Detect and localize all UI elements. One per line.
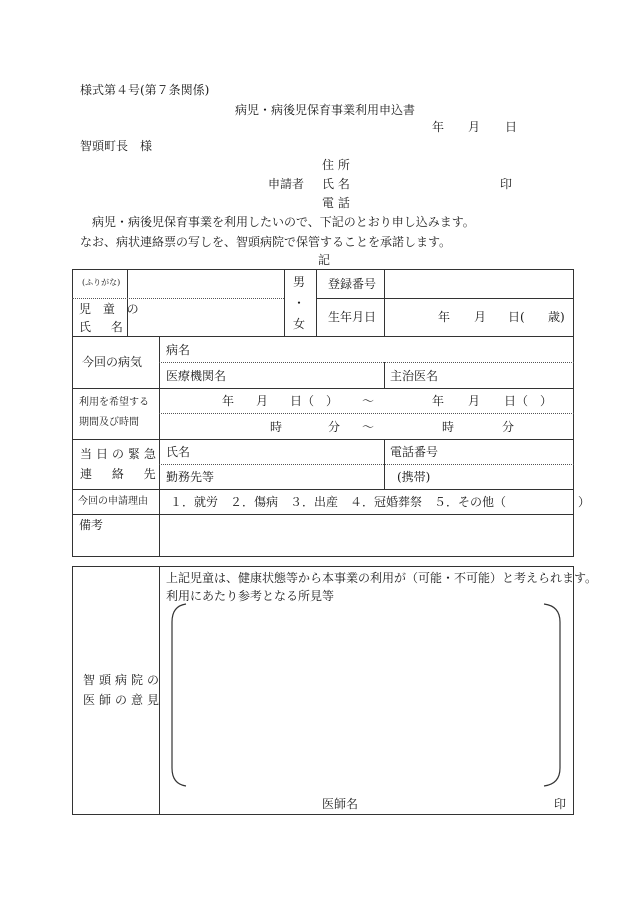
phone-label: 電 話 — [322, 196, 350, 210]
birth-year: 年 — [438, 310, 451, 324]
illness-label: 今回の病気 — [82, 355, 143, 369]
birth-day: 日( — [508, 310, 525, 324]
time-start-minute: 分 — [328, 420, 341, 434]
addressee: 智頭町長 様 — [80, 139, 153, 153]
remarks-label: 備考 — [79, 518, 104, 532]
body-line-2: なお、病状連絡票の写しを、智頭病院で保管することを承諾します。 — [80, 235, 452, 249]
emergency-mobile-label: (携帯) — [397, 470, 431, 484]
birth-date-label: 生年月日 — [328, 310, 377, 324]
doctor-section-label-2: 医師の意見 — [83, 693, 164, 707]
doctor-reference-label: 利用にあたり参考となる所見等 — [166, 589, 335, 603]
time-end-hour: 時 — [442, 420, 455, 434]
birth-age: 歳) — [548, 310, 565, 324]
emergency-phone-label: 電話番号 — [390, 445, 439, 459]
period-label-2: 期間及び時間 — [79, 417, 139, 428]
name-label: 氏 名 — [322, 177, 350, 191]
attending-doctor-label: 主治医名 — [390, 369, 439, 383]
doctor-name-label: 医師名 — [322, 797, 359, 811]
form-title: 病児・病後児保育事業利用申込書 — [235, 103, 416, 117]
illness-name-label: 病名 — [166, 343, 191, 357]
period-start-day: 日（ ） — [290, 394, 339, 408]
child-name-label-2: 氏 名 — [79, 320, 131, 334]
date-month: 月 — [468, 120, 481, 134]
emergency-workplace-label: 勤務先等 — [166, 470, 215, 484]
child-name-label-1: 児 童 の — [79, 302, 143, 316]
emergency-name-label: 氏名 — [166, 445, 191, 459]
form-number: 様式第４号(第７条関係) — [80, 83, 210, 97]
body-line-1: 病児・病後児保育事業を利用したいので、下記のとおり申し込みます。 — [92, 215, 475, 229]
time-end-minute: 分 — [502, 420, 515, 434]
emergency-label-2: 連 絡 先 — [80, 467, 164, 481]
doctor-statement: 上記児童は、健康状態等から本事業の利用が（可能・不可能）と考えられます。 — [166, 571, 598, 585]
period-end-year: 年 — [432, 394, 445, 408]
gender-male: 男 — [293, 275, 306, 289]
date-year: 年 — [432, 120, 445, 134]
period-end-day: 日（ ） — [504, 394, 553, 408]
period-start-year: 年 — [222, 394, 235, 408]
applicant-label: 申請者 — [268, 177, 305, 191]
time-start-hour: 時 — [270, 420, 283, 434]
seal-mark: 印 — [500, 177, 513, 191]
date-day: 日 — [505, 120, 518, 134]
period-end-month: 月 — [468, 394, 481, 408]
period-label-1: 利用を希望する — [79, 397, 149, 408]
furigana-label: (ふりがな) — [82, 278, 121, 287]
period-start-month: 月 — [256, 394, 269, 408]
address-label: 住 所 — [322, 158, 350, 172]
emergency-label-1: 当日の緊急 — [80, 447, 161, 461]
reason-options: １．就労 ２．傷病 ３．出産 ４．冠婚葬祭 ５．その他（ ） — [170, 495, 591, 509]
ki-mark: 記 — [318, 253, 331, 267]
medical-institution-label: 医療機関名 — [166, 369, 227, 383]
time-tilde: ～ — [362, 420, 375, 434]
registration-number-label: 登録番号 — [328, 277, 377, 291]
doctor-seal-mark: 印 — [554, 797, 567, 811]
reason-label: 今回の申請理由 — [78, 496, 148, 507]
gender-female: 女 — [293, 317, 306, 331]
gender-dot: ・ — [293, 296, 306, 310]
birth-month: 月 — [474, 310, 487, 324]
period-tilde: ～ — [362, 394, 375, 408]
doctor-section-label-1: 智頭病院の — [83, 673, 164, 687]
